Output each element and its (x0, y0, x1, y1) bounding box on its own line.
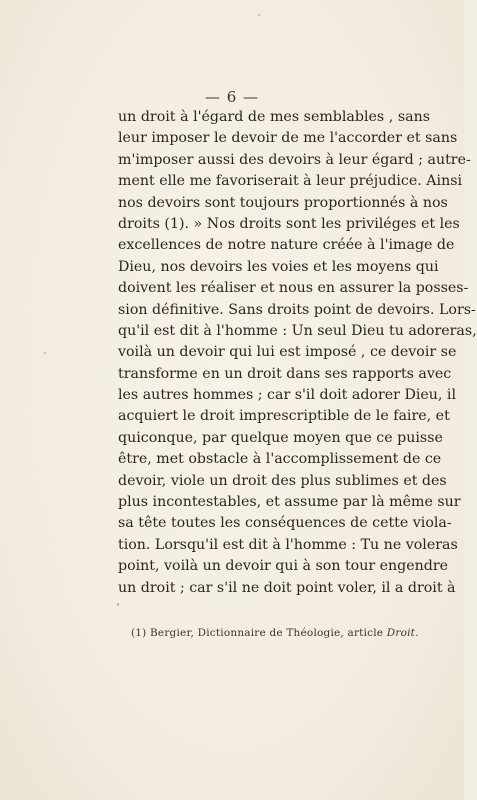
text-line: point, voilà un devoir qui à son tour engendre (118, 558, 449, 575)
text-line: voilà un devoir qui lui est imposé , ce devoir se (118, 344, 457, 361)
text-line: sion définitive. Sans droits point de devoirs. Lors- (118, 301, 476, 318)
text-line: tion. Lorsqu'il est dit à l'homme : Tu ne voleras (118, 536, 458, 553)
text-line: acquiert le droit imprescriptible de le faire, et (118, 408, 450, 425)
text-line: sa tête toutes les conséquences de cette viola- (118, 515, 452, 532)
paper-speck (117, 603, 119, 606)
body-text (118, 107, 477, 599)
text-line: droits (1). » Nos droits sont les priviléges et les (118, 215, 460, 232)
text-line: transforme en un droit dans ses rapports avec (118, 365, 452, 382)
footnote-text: (1) Bergier, Dictionnaire de Théologie, article (131, 627, 387, 639)
text-line: nos devoirs sont toujours proportionnés à nos (118, 194, 448, 211)
text-line: excellences de notre nature créée à l'image de (118, 237, 455, 254)
text-line: Dieu, nos devoirs les voies et les moyens qui (118, 258, 439, 275)
text-line: qu'il est dit à l'homme : Un seul Dieu tu adoreras, (118, 322, 477, 339)
page-number: — 6 — (204, 88, 260, 106)
text-line: devoir, viole un droit des plus sublimes et des (118, 472, 447, 489)
paper-speck (258, 14, 260, 16)
text-line: un droit ; car s'il ne doit point voler, il a droit à (118, 579, 456, 596)
text-line: quiconque, par quelque moyen que ce puisse (118, 429, 443, 446)
footnote-italic: Droit. (386, 627, 419, 639)
text-line: un droit à l'égard de mes semblables , sans (118, 109, 430, 125)
text-line: être, met obstacle à l'accomplissement de ce (118, 451, 442, 468)
text-line: doivent les réaliser et nous en assurer la posses- (118, 280, 469, 297)
text-line: les autres hommes ; car s'il doit adorer Dieu, il (118, 387, 456, 404)
text-line: m'imposer aussi des devoirs à leur égard ; autre- (118, 151, 471, 168)
text-line: leur imposer le devoir de me l'accorder et sans (118, 130, 458, 147)
text-line: ment elle me favoriserait à leur préjudice. Ainsi (118, 173, 463, 190)
paper-speck (44, 352, 46, 354)
footnote (131, 627, 419, 639)
text-line: plus incontestables, et assume par là même sur (118, 494, 461, 511)
